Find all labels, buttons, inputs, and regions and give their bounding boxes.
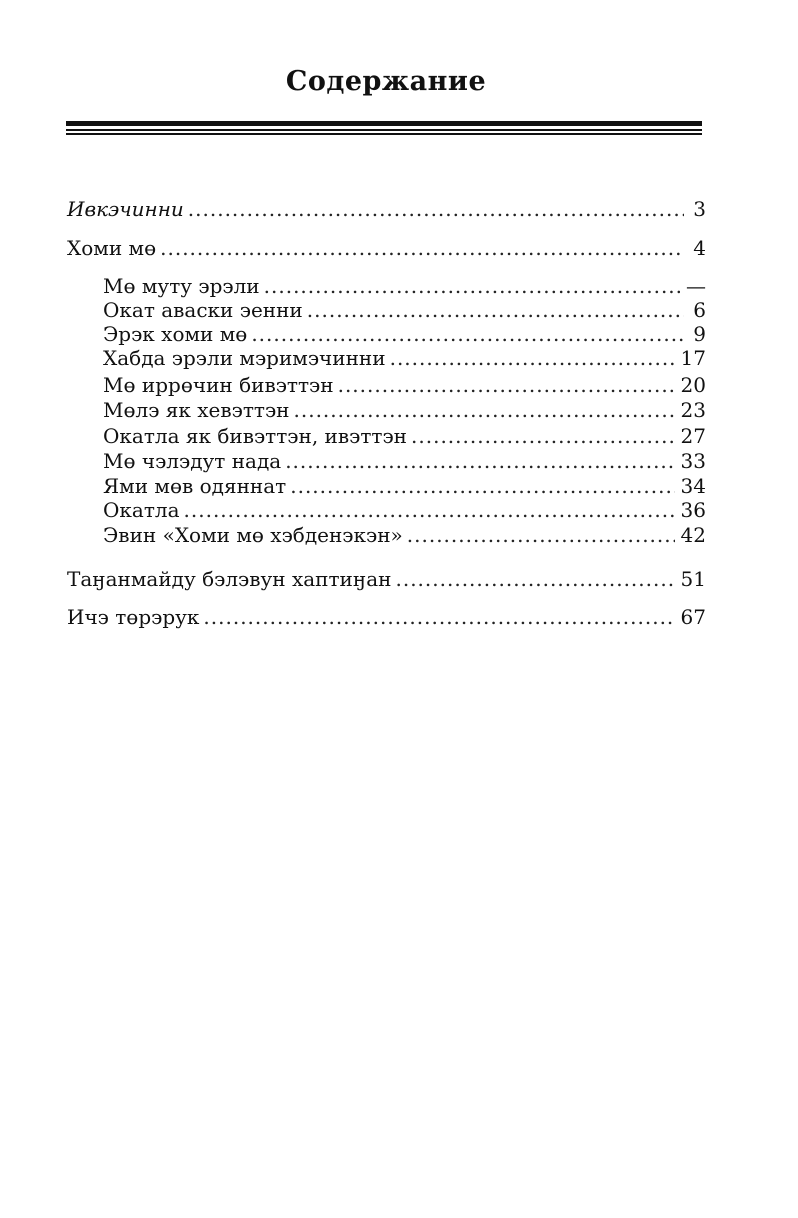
dot-leader bbox=[411, 424, 675, 448]
toc-entry-title: Хоми мө bbox=[67, 236, 157, 260]
dot-leader bbox=[160, 236, 684, 260]
dot-leader bbox=[188, 197, 684, 221]
title-divider-thin bbox=[66, 133, 702, 135]
dot-leader bbox=[307, 298, 684, 322]
toc-subentry[interactable] bbox=[103, 498, 706, 522]
toc-entry-title: Ичэ төрэрук bbox=[67, 605, 200, 629]
toc-entry-title: Эрэк хоми мө bbox=[103, 322, 248, 346]
toc-entry-title: Таӈанмайду бэлэвун хаптиӈан bbox=[67, 567, 392, 591]
toc-entry[interactable] bbox=[67, 236, 706, 260]
toc-entry[interactable] bbox=[67, 567, 706, 591]
dot-leader bbox=[390, 346, 675, 370]
toc-entry-page: 23 bbox=[680, 398, 706, 422]
toc-subentry[interactable] bbox=[103, 373, 706, 397]
toc-entry-page: 27 bbox=[680, 424, 706, 448]
title-divider-thin bbox=[66, 129, 702, 131]
toc-entry-page: 36 bbox=[680, 498, 706, 522]
dot-leader bbox=[338, 373, 675, 397]
dot-leader bbox=[294, 398, 675, 422]
toc-subentry[interactable] bbox=[103, 474, 706, 498]
toc-entry-page: 33 bbox=[680, 449, 706, 473]
toc-entry[interactable] bbox=[67, 605, 706, 629]
toc-entry-title: Эвин «Хоми мө хэбденэкэн» bbox=[103, 523, 403, 547]
dot-leader bbox=[251, 322, 684, 346]
toc-subentry[interactable] bbox=[103, 274, 706, 298]
toc-entry-page: 51 bbox=[680, 567, 706, 591]
dot-leader bbox=[407, 523, 675, 547]
toc-subentry[interactable] bbox=[103, 424, 706, 448]
page-title: Содержание bbox=[285, 66, 487, 97]
toc-entry-page: 4 bbox=[693, 236, 706, 260]
toc-subentry[interactable] bbox=[103, 346, 706, 370]
dot-leader bbox=[203, 605, 674, 629]
toc-subentry[interactable] bbox=[103, 298, 706, 322]
title-divider-thick bbox=[66, 121, 702, 126]
toc-entry-title: Ивкэчинни bbox=[67, 197, 184, 221]
toc-entry[interactable] bbox=[67, 197, 706, 221]
toc-entry-page: — bbox=[686, 274, 706, 298]
toc-entry-title: Окатла як бивэттэн, ивэттэн bbox=[103, 424, 408, 448]
toc-entry-page: 3 bbox=[693, 197, 706, 221]
toc-entry-title: Ями мөв одяннат bbox=[103, 474, 287, 498]
toc-entry-title: Мө муту эрэли bbox=[103, 274, 260, 298]
toc-entry-title: Мөлэ як хевэттэн bbox=[103, 398, 290, 422]
toc-entry-page: 42 bbox=[680, 523, 706, 547]
toc-entry-title: Мө чэлэдут нада bbox=[103, 449, 282, 473]
toc-entry-title: Окатла bbox=[103, 498, 180, 522]
dot-leader bbox=[285, 449, 674, 473]
toc-entry-title: Хабда эрэли мэримэчинни bbox=[103, 346, 386, 370]
toc-entry-page: 9 bbox=[693, 322, 706, 346]
dot-leader bbox=[395, 567, 674, 591]
dot-leader bbox=[290, 474, 674, 498]
toc-subentry[interactable] bbox=[103, 398, 706, 422]
dot-leader bbox=[184, 498, 675, 522]
toc-entry-title: Мө иррөчин бивэттэн bbox=[103, 373, 334, 397]
toc-entry-page: 20 bbox=[680, 373, 706, 397]
toc-entry-page: 6 bbox=[693, 298, 706, 322]
toc-entry-page: 67 bbox=[680, 605, 706, 629]
dot-leader bbox=[264, 274, 680, 298]
toc-subentry[interactable] bbox=[103, 449, 706, 473]
toc-subentry[interactable] bbox=[103, 523, 706, 547]
toc-entry-page: 17 bbox=[680, 346, 706, 370]
toc-entry-page: 34 bbox=[680, 474, 706, 498]
toc-subentry[interactable] bbox=[103, 322, 706, 346]
toc-entry-title: Окат аваски эенни bbox=[103, 298, 303, 322]
